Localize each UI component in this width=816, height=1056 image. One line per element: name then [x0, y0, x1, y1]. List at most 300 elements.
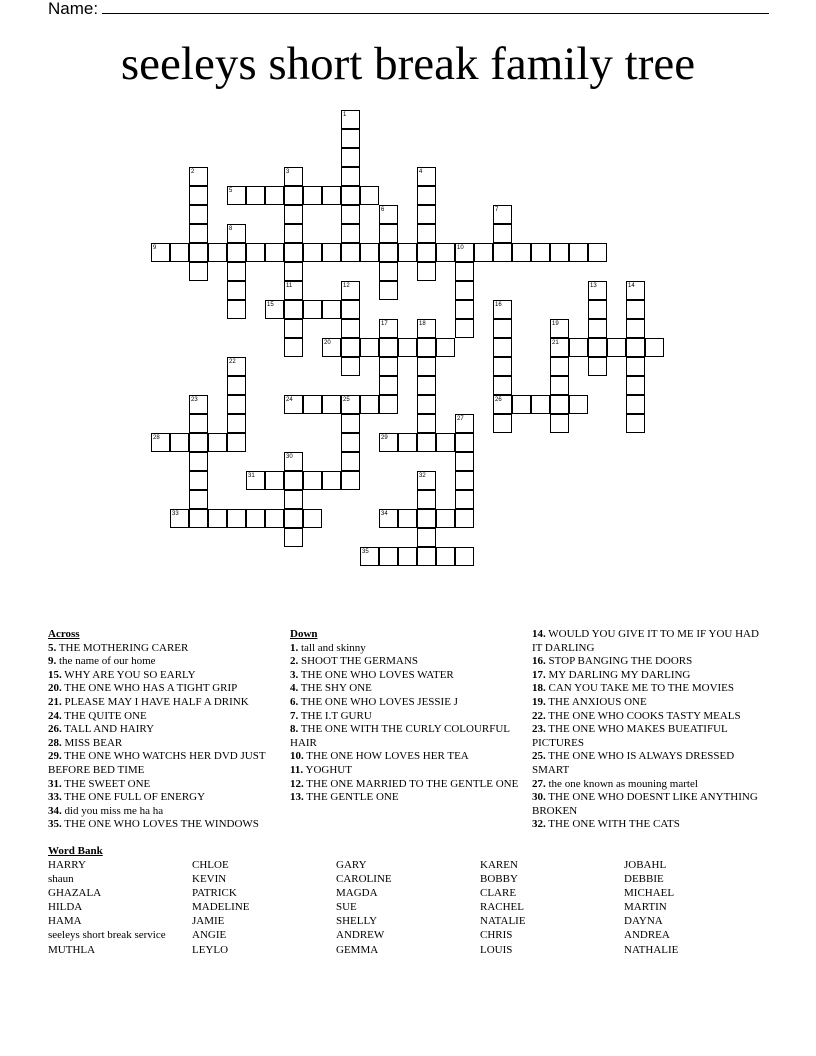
grid-cell[interactable] [284, 300, 303, 319]
clue-number: 14 [628, 283, 635, 289]
clue-number: 19. [532, 695, 546, 708]
grid-cell[interactable] [189, 452, 208, 471]
grid-cell[interactable] [341, 243, 360, 262]
clue [48, 655, 278, 669]
word-bank-entry: MUTHLA [48, 943, 96, 956]
grid-cell[interactable] [550, 357, 569, 376]
grid-cell[interactable] [626, 300, 645, 319]
grid-cell[interactable] [170, 433, 189, 452]
grid-cell[interactable] [379, 376, 398, 395]
grid-cell[interactable] [626, 338, 645, 357]
grid-cell[interactable] [588, 338, 607, 357]
clue-text: THE ONE MARRIED TO THE GENTLE ONE [303, 777, 519, 790]
grid-cell[interactable] [455, 281, 474, 300]
grid-cell[interactable] [208, 433, 227, 452]
clue [290, 764, 522, 778]
clue-number: 26 [495, 397, 502, 403]
word-bank-column [48, 858, 166, 957]
word-bank-entry: MADELINE [192, 901, 250, 914]
clue-number: 25. [532, 750, 546, 763]
clue-number: 4. [290, 682, 299, 695]
word-bank-column [480, 858, 526, 957]
grid-cell[interactable] [341, 205, 360, 224]
word-bank-entry: BOBBY [480, 873, 518, 886]
clue-number: 3 [286, 169, 290, 175]
grid-cell[interactable] [417, 509, 436, 528]
grid-cell[interactable] [322, 395, 341, 414]
grid-cell[interactable] [493, 319, 512, 338]
clue-text: SHOOT THE GERMANS [298, 655, 418, 668]
clue-text: THE SHY ONE [298, 682, 372, 695]
word-bank-entry: CLARE [480, 887, 517, 900]
grid-cell[interactable] [341, 319, 360, 338]
clue [48, 682, 278, 696]
grid-cell[interactable] [455, 452, 474, 471]
clue [290, 682, 522, 696]
grid-cell[interactable] [455, 300, 474, 319]
word-bank-entry: PATRICK [192, 887, 237, 900]
grid-cell[interactable] [417, 338, 436, 357]
grid-cell[interactable] [284, 186, 303, 205]
grid-cell[interactable] [417, 357, 436, 376]
word-bank-entry: LEYLO [192, 943, 229, 956]
grid-cell[interactable] [512, 243, 531, 262]
down-clues-continued [532, 628, 760, 832]
grid-cell[interactable] [360, 338, 379, 357]
clue-number: 32 [419, 473, 426, 479]
grid-cell[interactable] [417, 376, 436, 395]
clue-number: 6 [381, 207, 385, 213]
clue [290, 791, 522, 805]
grid-cell[interactable] [417, 224, 436, 243]
word-bank-entry: ANDREA [624, 929, 670, 942]
grid-cell[interactable] [550, 243, 569, 262]
grid-cell[interactable] [189, 262, 208, 281]
grid-cell[interactable] [588, 357, 607, 376]
clue-text: THE ONE WHO LOVES JESSIE J [298, 695, 458, 708]
clue [290, 723, 522, 750]
grid-cell[interactable] [398, 547, 417, 566]
word-bank-entry: GHAZALA [48, 887, 102, 900]
grid-cell[interactable] [436, 547, 455, 566]
clue [290, 750, 522, 764]
clue-number: 1 [343, 112, 347, 118]
word-bank-entry: RACHEL [480, 901, 524, 914]
clue [532, 696, 760, 710]
grid-cell[interactable] [189, 509, 208, 528]
grid-cell[interactable] [189, 414, 208, 433]
grid-cell[interactable] [322, 243, 341, 262]
clue-number: 35 [362, 549, 369, 555]
grid-cell[interactable] [208, 243, 227, 262]
word-bank-entry: SUE [336, 901, 357, 914]
grid-cell[interactable] [569, 395, 588, 414]
clue [290, 669, 522, 683]
grid-cell[interactable] [227, 243, 246, 262]
grid-cell[interactable] [341, 452, 360, 471]
word-bank-entry: KEVIN [192, 873, 227, 886]
grid-cell[interactable] [265, 186, 284, 205]
clue [48, 778, 278, 792]
grid-cell[interactable] [303, 509, 322, 528]
grid-cell[interactable] [227, 414, 246, 433]
grid-cell[interactable] [436, 433, 455, 452]
grid-cell[interactable] [398, 243, 417, 262]
clue-text: THE QUITE ONE [61, 709, 147, 722]
grid-cell[interactable] [550, 414, 569, 433]
grid-cell[interactable] [493, 414, 512, 433]
grid-cell[interactable] [189, 490, 208, 509]
clue-number: 9 [153, 245, 157, 251]
grid-cell[interactable] [379, 262, 398, 281]
grid-cell[interactable] [208, 509, 227, 528]
grid-cell[interactable] [550, 376, 569, 395]
grid-cell[interactable] [246, 509, 265, 528]
grid-cell[interactable] [512, 395, 531, 414]
clue-number: 18. [532, 682, 546, 695]
grid-cell[interactable] [417, 547, 436, 566]
grid-cell[interactable] [227, 281, 246, 300]
clue [48, 723, 278, 737]
word-bank-entry: seeleys short break service [48, 929, 166, 942]
clue [532, 750, 760, 777]
clue [532, 791, 760, 818]
grid-cell[interactable] [322, 300, 341, 319]
grid-cell[interactable] [607, 338, 626, 357]
word-bank-entry: MAGDA [336, 887, 378, 900]
grid-cell[interactable] [455, 490, 474, 509]
clue-number: 28. [48, 736, 62, 749]
grid-cell[interactable] [189, 224, 208, 243]
grid-cell[interactable] [265, 243, 284, 262]
grid-cell[interactable] [284, 490, 303, 509]
clue-number: 5 [229, 188, 233, 194]
clue-number: 30. [532, 791, 546, 804]
grid-cell[interactable] [493, 243, 512, 262]
clue-number: 34. [48, 804, 62, 817]
grid-cell[interactable] [455, 433, 474, 452]
word-bank-entry: LOUIS [480, 943, 513, 956]
grid-cell[interactable] [379, 224, 398, 243]
grid-cell[interactable] [227, 395, 246, 414]
grid-cell[interactable] [588, 243, 607, 262]
grid-cell[interactable] [284, 319, 303, 338]
grid-cell[interactable] [531, 395, 550, 414]
grid-cell[interactable] [588, 300, 607, 319]
grid-cell[interactable] [569, 243, 588, 262]
clue-number: 33 [172, 511, 179, 517]
grid-cell[interactable] [303, 300, 322, 319]
clue [290, 696, 522, 710]
grid-cell[interactable] [417, 433, 436, 452]
grid-cell[interactable] [379, 338, 398, 357]
grid-cell[interactable] [417, 414, 436, 433]
clue-number: 11. [290, 763, 304, 776]
grid-cell[interactable] [170, 243, 189, 262]
grid-cell[interactable] [284, 528, 303, 547]
grid-cell[interactable] [227, 433, 246, 452]
grid-cell[interactable] [284, 471, 303, 490]
grid-cell[interactable] [569, 338, 588, 357]
clue-number: 13. [290, 791, 304, 804]
word-bank-entry: NATHALIE [624, 943, 679, 956]
clue-text: tall and skinny [298, 641, 366, 654]
grid-cell[interactable] [227, 376, 246, 395]
grid-cell[interactable] [303, 243, 322, 262]
clue [48, 669, 278, 683]
grid-cell[interactable] [341, 148, 360, 167]
grid-cell[interactable] [189, 471, 208, 490]
clue-number: 33. [48, 791, 62, 804]
grid-cell[interactable] [341, 338, 360, 357]
word-bank-entry: DEBBIE [624, 873, 664, 886]
grid-cell[interactable] [284, 224, 303, 243]
grid-cell[interactable] [227, 262, 246, 281]
grid-cell[interactable] [189, 205, 208, 224]
across-clues [48, 628, 278, 832]
clue-number: 13 [590, 283, 597, 289]
grid-cell[interactable] [265, 509, 284, 528]
clue [48, 818, 278, 832]
clue-number: 18 [419, 321, 426, 327]
word-bank-entry: KAREN [480, 859, 518, 871]
puzzle-title: seeleys short break family tree [120, 38, 696, 90]
word-bank-entry: SHELLY [336, 915, 378, 928]
grid-cell[interactable] [341, 300, 360, 319]
clue-number: 34 [381, 511, 388, 517]
grid-cell[interactable] [474, 243, 493, 262]
clue-number: 23 [191, 397, 198, 403]
grid-cell[interactable] [588, 319, 607, 338]
clue [48, 750, 278, 777]
grid-cell[interactable] [436, 509, 455, 528]
clue-number: 16 [495, 302, 502, 308]
word-bank-entry: GARY [336, 859, 367, 871]
word-bank-header: Word Bank [48, 845, 103, 857]
clue-number: 8. [290, 723, 299, 736]
word-bank-column [336, 858, 392, 957]
word-bank-entry: HILDA [48, 901, 83, 914]
grid-cell[interactable] [341, 414, 360, 433]
word-bank-entry: NATALIE [480, 915, 526, 928]
grid-cell[interactable] [626, 376, 645, 395]
grid-cell[interactable] [626, 395, 645, 414]
grid-cell[interactable] [493, 357, 512, 376]
clue [48, 791, 278, 805]
clue-text: WOULD YOU GIVE IT TO ME IF YOU HAD IT DARLING [532, 628, 759, 654]
grid-cell[interactable] [246, 243, 265, 262]
clue-number: 8 [229, 226, 233, 232]
grid-cell[interactable] [550, 395, 569, 414]
across-header: Across [48, 628, 80, 640]
grid-cell[interactable] [436, 243, 455, 262]
clue-number: 24 [286, 397, 293, 403]
grid-cell[interactable] [360, 395, 379, 414]
grid-cell[interactable] [493, 224, 512, 243]
clue-text: THE ONE HOW LOVES HER TEA [303, 750, 469, 763]
grid-cell[interactable] [398, 338, 417, 357]
grid-cell[interactable] [626, 414, 645, 433]
clue-number: 20. [48, 682, 62, 695]
clue-number: 24. [48, 709, 62, 722]
grid-cell[interactable] [417, 186, 436, 205]
grid-cell[interactable] [341, 224, 360, 243]
clue [532, 723, 760, 750]
word-bank-entry: DAYNA [624, 915, 663, 928]
clue-number: 31 [248, 473, 255, 479]
clue [48, 696, 278, 710]
grid-cell[interactable] [455, 262, 474, 281]
clue-number: 12. [290, 777, 304, 790]
clue-number: 25 [343, 397, 350, 403]
grid-cell[interactable] [436, 338, 455, 357]
clue-text: TALL AND HAIRY [61, 723, 155, 736]
clue-number: 22 [229, 359, 236, 365]
grid-cell[interactable] [341, 186, 360, 205]
clue-number: 19 [552, 321, 559, 327]
clue-text: THE ANXIOUS ONE [545, 695, 647, 708]
grid-cell[interactable] [341, 433, 360, 452]
grid-cell[interactable] [379, 547, 398, 566]
grid-cell[interactable] [360, 186, 379, 205]
grid-cell[interactable] [455, 547, 474, 566]
grid-cell[interactable] [493, 376, 512, 395]
grid-cell[interactable] [417, 243, 436, 262]
grid-cell[interactable] [246, 186, 265, 205]
clue-number: 17. [532, 668, 546, 681]
grid-cell[interactable] [531, 243, 550, 262]
clue-text: MISS BEAR [61, 736, 123, 749]
clue-text: THE ONE WHO HAS A TIGHT GRIP [61, 682, 238, 695]
grid-cell[interactable] [189, 186, 208, 205]
grid-cell[interactable] [398, 433, 417, 452]
grid-cell[interactable] [284, 243, 303, 262]
clue [532, 818, 760, 832]
clue-number: 12 [343, 283, 350, 289]
clue-number: 22. [532, 709, 546, 722]
grid-cell[interactable] [303, 186, 322, 205]
grid-cell[interactable] [417, 205, 436, 224]
clue-number: 10 [457, 245, 464, 251]
clue-number: 30 [286, 454, 293, 460]
word-bank-entry: MICHAEL [624, 887, 675, 900]
clue-number: 27 [457, 416, 464, 422]
clue-text: THE MOTHERING CARER [56, 641, 189, 654]
clue-number: 27. [532, 777, 546, 790]
clue-number: 29 [381, 435, 388, 441]
grid-cell[interactable] [455, 319, 474, 338]
clue-number: 21 [552, 340, 559, 346]
clue [532, 778, 760, 792]
clue-number: 15 [267, 302, 274, 308]
grid-cell[interactable] [341, 167, 360, 186]
clue-number: 15. [48, 668, 62, 681]
grid-cell[interactable] [284, 338, 303, 357]
clue-number: 26. [48, 723, 62, 736]
grid-cell[interactable] [455, 509, 474, 528]
clue-text: PLEASE MAY I HAVE HALF A DRINK [61, 695, 249, 708]
grid-cell[interactable] [227, 300, 246, 319]
down-clues [290, 628, 522, 805]
clue-text: THE ONE WHO LOVES THE WINDOWS [61, 818, 259, 831]
grid-cell[interactable] [189, 433, 208, 452]
clue-text: WHY ARE YOU SO EARLY [61, 668, 196, 681]
grid-cell[interactable] [379, 243, 398, 262]
clue-number: 14. [532, 628, 546, 640]
grid-cell[interactable] [626, 357, 645, 376]
grid-cell[interactable] [227, 509, 246, 528]
clue-text: THE ONE WHO MAKES BUEATIFUL PICTURES [532, 723, 728, 749]
grid-cell[interactable] [341, 129, 360, 148]
word-bank-entry: CHLOE [192, 859, 229, 871]
grid-cell[interactable] [417, 395, 436, 414]
clue-number: 7. [290, 709, 299, 722]
clue-number: 9. [48, 655, 57, 668]
clue-text: THE ONE WITH THE CATS [545, 818, 680, 831]
grid-cell[interactable] [379, 357, 398, 376]
clue-number: 11 [286, 283, 293, 289]
grid-cell[interactable] [493, 338, 512, 357]
grid-cell[interactable] [417, 528, 436, 547]
clue-text: YOGHUT [303, 763, 352, 776]
grid-cell[interactable] [322, 471, 341, 490]
clue-number: 35. [48, 818, 62, 831]
clue [290, 642, 522, 656]
grid-cell[interactable] [455, 471, 474, 490]
grid-cell[interactable] [303, 471, 322, 490]
clue-text: THE ONE FULL OF ENERGY [61, 791, 206, 804]
grid-cell[interactable] [417, 490, 436, 509]
clue-text: THE I.T GURU [298, 709, 372, 722]
clue-text: THE ONE WHO DOESNT LIKE ANYTHING BROKEN [532, 791, 758, 817]
clue-text: THE ONE WHO LOVES WATER [298, 668, 454, 681]
grid-cell[interactable] [341, 357, 360, 376]
grid-cell[interactable] [303, 395, 322, 414]
grid-cell[interactable] [284, 205, 303, 224]
clue [48, 710, 278, 724]
clue-number: 5. [48, 641, 57, 654]
clue-number: 3. [290, 668, 299, 681]
clue-text: THE SWEET ONE [61, 777, 151, 790]
grid-cell[interactable] [341, 471, 360, 490]
grid-cell[interactable] [645, 338, 664, 357]
grid-cell[interactable] [626, 319, 645, 338]
grid-cell[interactable] [398, 509, 417, 528]
word-bank-entry: HARRY [48, 859, 86, 871]
name-label: Name: [48, 0, 99, 18]
grid-cell[interactable] [189, 243, 208, 262]
clue [532, 682, 760, 696]
grid-cell[interactable] [379, 281, 398, 300]
clue [48, 805, 278, 819]
clue [532, 655, 760, 669]
word-bank-column [192, 858, 249, 957]
grid-cell[interactable] [284, 509, 303, 528]
grid-cell[interactable] [284, 262, 303, 281]
clue-number: 32. [532, 818, 546, 831]
grid-cell[interactable] [360, 243, 379, 262]
clue-text: did you miss me ha ha [61, 804, 164, 817]
word-bank-entry: CHRIS [480, 929, 513, 942]
clue-text: the one known as mouning martel [545, 777, 698, 790]
grid-cell[interactable] [379, 395, 398, 414]
clue [532, 628, 760, 655]
grid-cell[interactable] [417, 262, 436, 281]
clue [290, 778, 522, 792]
clue [290, 655, 522, 669]
grid-cell[interactable] [265, 471, 284, 490]
grid-cell[interactable] [322, 186, 341, 205]
